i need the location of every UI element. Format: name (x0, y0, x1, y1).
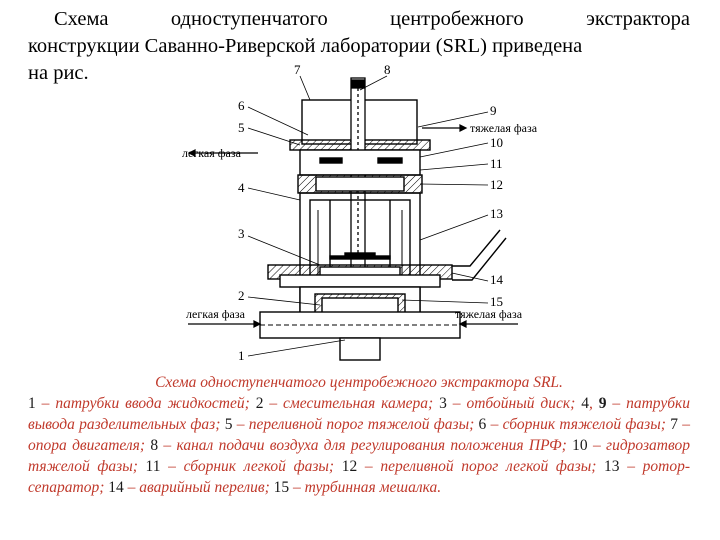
callout-4: 4 (238, 180, 245, 195)
intro-word: экстрактора (586, 8, 690, 30)
caption-text: – отбойный диск; (446, 395, 582, 412)
callout-3: 3 (238, 226, 245, 241)
caption-text: – ротор-сепаратор; (28, 458, 690, 496)
caption-text: – канал подачи воздуха для регулирования положения ПРФ; (158, 437, 573, 454)
caption-number: 10 (572, 437, 588, 454)
caption-number: 13 (604, 458, 620, 475)
callout-7: 7 (294, 62, 301, 77)
callout-10: 10 (490, 135, 503, 150)
caption-number: 15 (273, 479, 290, 496)
intro-word: одноступенчатого (170, 8, 328, 30)
caption-number: 5 (224, 416, 233, 433)
callout-14: 14 (490, 272, 503, 287)
callout-6: 6 (238, 98, 245, 113)
collectors (300, 150, 420, 175)
caption-title: Схема одноступенчатого центробежного экстрактора SRL. (155, 374, 563, 391)
caption-number: 4 (581, 395, 589, 412)
caption-number: 11 (145, 458, 161, 475)
callout-12: 12 (490, 177, 503, 192)
caption-number: 8 (150, 437, 159, 454)
caption-text: – переливной порог тяжелой фазы; (232, 416, 479, 433)
extractor-diagram (170, 60, 538, 370)
caption-text: – аварийный перелив; (123, 479, 274, 496)
caption-text: , (588, 395, 599, 412)
callout-2: 2 (238, 288, 245, 303)
caption-text: – сборник легкой фазы; (160, 458, 342, 475)
caption-text: – патрубки ввода жидкостей; (35, 395, 256, 412)
caption-number: 2 (255, 395, 264, 412)
intro-line-1 (28, 6, 690, 33)
caption-number: 9 (598, 395, 607, 412)
caption-text: – патрубки вывода разделительных фаз; (28, 395, 690, 433)
caption-text: – сборник тяжелой фазы; (486, 416, 671, 433)
caption-text: – смесительная камера; (263, 395, 440, 412)
intro-word: Схема (54, 8, 109, 30)
light-phase-label-bottom: легкая фаза (186, 307, 245, 321)
intro-line-2: конструкции Саванно-Риверской лаборатории (SRL) приведена (28, 35, 583, 57)
heavy-phase-label-bottom: тяжелая фаза (455, 307, 523, 321)
upper-housing (298, 175, 422, 193)
caption-text: – гидрозатвор тяжелой фазы; (28, 437, 690, 475)
callout-15: 15 (490, 294, 503, 309)
caption-text: – турбинная мешалка. (289, 479, 442, 496)
caption-number: 1 (28, 395, 36, 412)
figure-caption (28, 372, 690, 498)
callout-1: 1 (238, 348, 245, 363)
inlet-pipes (260, 312, 460, 360)
callout-8: 8 (384, 62, 391, 77)
callout-5: 5 (238, 120, 245, 135)
intro-line-3: на рис. (28, 62, 89, 84)
heavy-phase-label-top: тяжелая фаза (470, 121, 538, 135)
caption-number: 12 (341, 458, 358, 475)
callout-13: 13 (490, 206, 503, 221)
callout-11: 11 (490, 156, 503, 171)
callout-9: 9 (490, 103, 497, 118)
caption-text: – опора двигателя; (28, 416, 690, 454)
caption-number: 6 (478, 416, 487, 433)
light-phase-label-top: легкая фаза (182, 146, 241, 160)
intro-word: центробежного (390, 8, 524, 30)
caption-number: 3 (439, 395, 447, 412)
caption-body (28, 395, 690, 496)
caption-text: – переливной порог легкой фазы; (357, 458, 605, 475)
caption-number: 7 (670, 416, 678, 433)
lower-flange (268, 265, 452, 287)
deflector-disc (330, 253, 390, 259)
caption-number: 14 (108, 479, 124, 496)
